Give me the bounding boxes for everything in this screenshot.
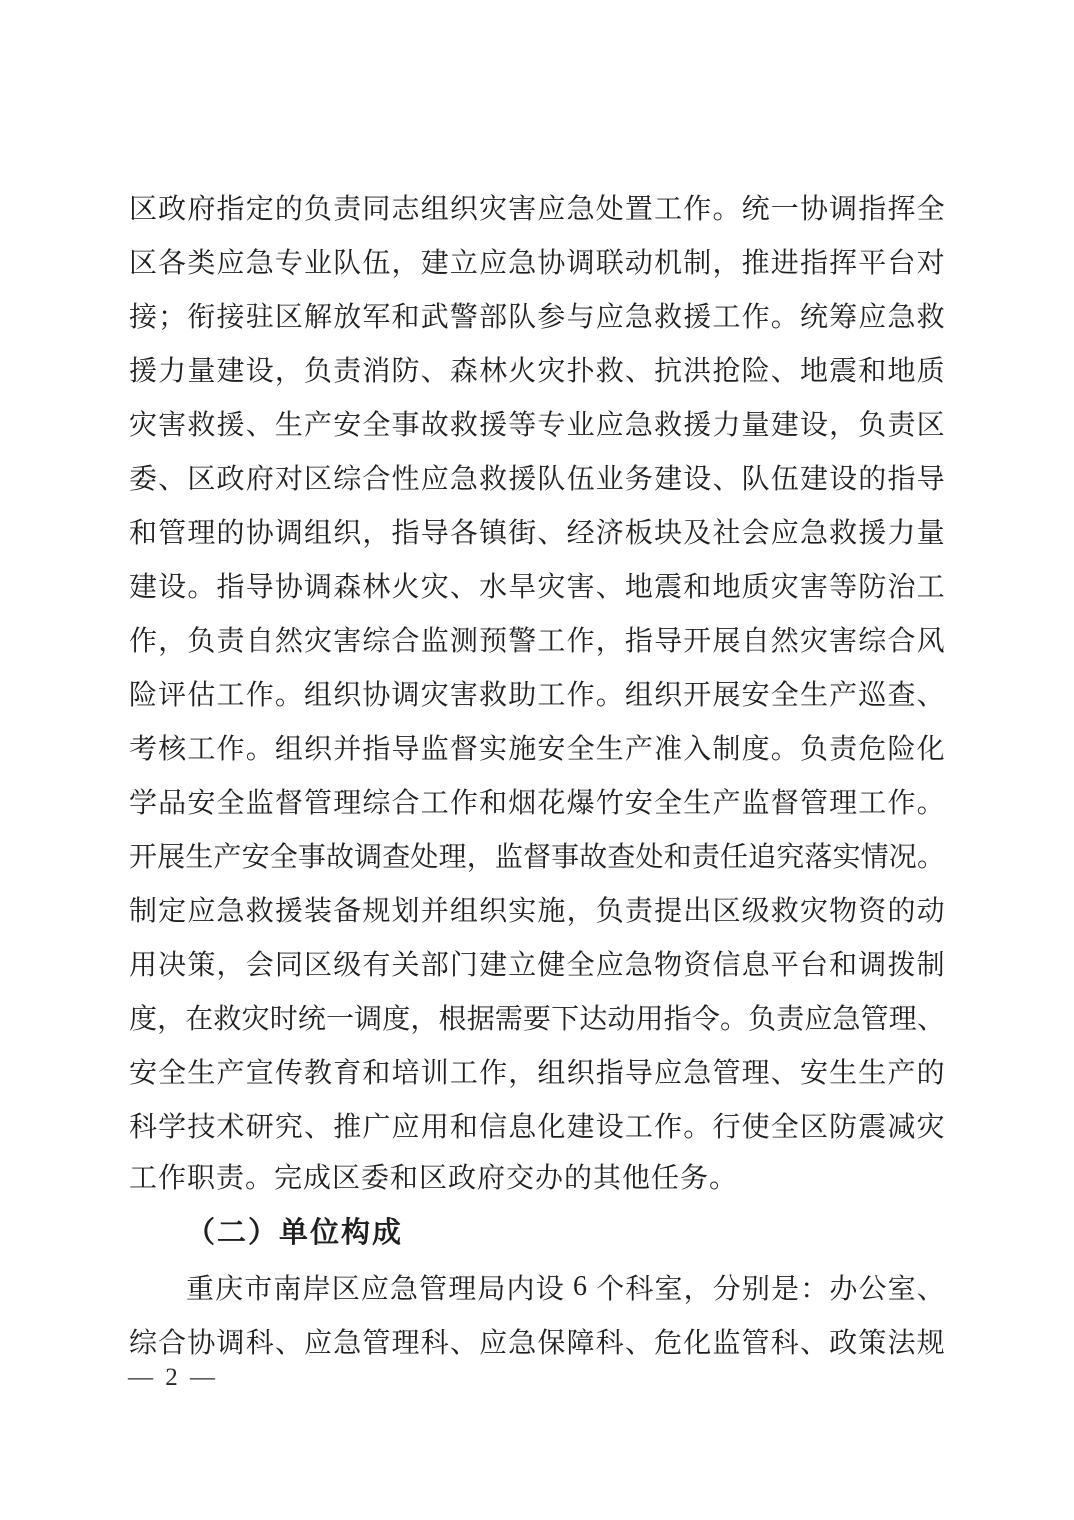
text-line: 区 各 类 应 急 专 业 队 伍 ， 建 立 应 急 协 调 联 动 机 制 ， 推 进 指 挥 平 台 对 bbox=[129, 248, 945, 279]
text-line: 重 庆 市 南 岸 区 应 急 管 理 局 内 设 6 个 科 室 ， 分 别 是 ： 办 公 室 、 bbox=[186, 1271, 945, 1305]
text-line: 委 、 区 政 府 对 区 综 合 性 应 急 救 援 队 伍 业 务 建 设 、 队 伍 建 设 的 指 导 bbox=[129, 464, 945, 495]
text-line: 科 学 技 术 研 究 、 推 广 应 用 和 信 息 化 建 设 工 作 。 行 使 全 区 防 震 减 灾 bbox=[129, 1112, 945, 1143]
text-line: 建 设 。 指 导 协 调 森 林 火 灾 、 水 旱 灾 害 、 地 震 和 地 质 灾 害 等 防 治 工 bbox=[129, 572, 945, 603]
text-line: 作 ， 负 责 自 然 灾 害 综 合 监 测 预 警 工 作 ， 指 导 开 展 自 然 灾 害 综 合 风 bbox=[129, 626, 945, 657]
document-body bbox=[129, 180, 945, 1368]
text-line: 工作职责。完成区委和区政府交办的其他任务。 bbox=[129, 1163, 739, 1194]
text-line: 援 力 量 建 设 ， 负 责 消 防 、 森 林 火 灾 扑 救 、 抗 洪 抢 险 、 地 震 和 地 质 bbox=[129, 356, 945, 387]
text-line: 险 评 估 工 作 。 组 织 协 调 灾 害 救 助 工 作 。 组 织 开 展 安 全 生 产 巡 查 、 bbox=[129, 680, 945, 711]
text-line: 用 决 策 ， 会 同 区 级 有 关 部 门 建 立 健 全 应 急 物 资 信 息 平 台 和 调 拨 制 bbox=[129, 950, 945, 981]
text-line: 安 全 生 产 宣 传 教 育 和 培 训 工 作 ， 组 织 指 导 应 急 管 理 、 安 生 生 产 的 bbox=[129, 1058, 945, 1089]
section-heading: （二）单位构成 bbox=[186, 1217, 404, 1249]
text-line: 制 定 应 急 救 援 装 备 规 划 并 组 织 实 施 ， 负 责 提 出 区 级 救 灾 物 资 的 动 bbox=[129, 896, 945, 927]
paragraph-unit-composition bbox=[129, 1260, 945, 1368]
text-line: 区 政 府 指 定 的 负 责 同 志 组 织 灾 害 应 急 处 置 工 作 。 统 一 协 调 指 挥 全 bbox=[129, 194, 945, 225]
text-line: 综 合 协 调 科 、 应 急 管 理 科 、 应 急 保 障 科 、 危 化 监 管 科 、 政 策 法 规 bbox=[129, 1328, 945, 1359]
text-line: 接 ； 衔 接 驻 区 解 放 军 和 武 警 部 队 参 与 应 急 救 援 工 作 。 统 筹 应 急 救 bbox=[129, 302, 945, 333]
paragraph-duties bbox=[129, 180, 945, 1206]
text-line: 考 核 工 作 。 组 织 并 指 导 监 督 实 施 安 全 生 产 准 入 制 度 。 负 责 危 险 化 bbox=[129, 734, 945, 765]
text-line: 和 管 理 的 协 调 组 织 ， 指 导 各 镇 街 、 经 济 板 块 及 社 会 应 急 救 援 力 量 bbox=[129, 518, 945, 549]
page-number: — 2 — bbox=[128, 1364, 218, 1391]
text-line: 开 展 生 产 安 全 事 故 调 查 处 理 ， 监 督 事 故 查 处 和 责 任 追 究 落 实 情 况 。 bbox=[129, 842, 945, 873]
text-line: 灾 害 救 援 、 生 产 安 全 事 故 救 援 等 专 业 应 急 救 援 力 量 建 设 ， 负 责 区 bbox=[129, 410, 945, 441]
text-line: 度 ， 在 救 灾 时 统 一 调 度 ， 根 据 需 要 下 达 动 用 指 令 。 负 责 应 急 管 理 、 bbox=[129, 1004, 945, 1035]
text-line: 学 品 安 全 监 督 管 理 综 合 工 作 和 烟 花 爆 竹 安 全 生 产 监 督 管 理 工 作 。 bbox=[129, 788, 945, 819]
